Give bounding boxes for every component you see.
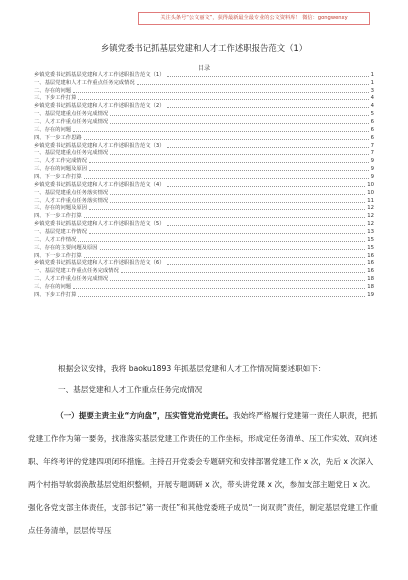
body-paragraph: [28, 404, 380, 542]
toc-entry[interactable]: [34, 118, 374, 126]
toc-entry[interactable]: [34, 134, 374, 142]
toc-leader-dots: [78, 99, 368, 100]
toc-entry[interactable]: [34, 71, 374, 79]
toc-entry[interactable]: [34, 260, 374, 268]
toc-entry[interactable]: [34, 220, 374, 228]
toc-entry-page: 15: [367, 236, 374, 243]
toc-leader-dots: [100, 249, 366, 250]
toc-leader-dots: [110, 280, 365, 281]
toc-entry-title: 三、存在的问题: [34, 284, 72, 291]
toc-entry[interactable]: [34, 236, 374, 244]
toc-entry-page: 6: [370, 126, 374, 133]
toc-entry[interactable]: [34, 150, 374, 158]
toc-entry-title: 四、下一步工作打算: [34, 213, 82, 220]
toc-entry-page: 9: [370, 158, 374, 165]
toc-entry-page: 4: [370, 95, 374, 102]
toc-leader-dots: [84, 257, 366, 258]
toc-leader-dots: [110, 194, 365, 195]
toc-entry-page: 18: [367, 276, 374, 283]
toc-heading: 目录: [197, 65, 211, 72]
toc-entry-title: 四、下步工作打算: [34, 291, 77, 298]
toc-entry-title: 一、基层党建重点任务落实情况: [34, 189, 109, 196]
toc-entry-title: 四、下一步工作打算: [34, 174, 82, 181]
toc-leader-dots: [73, 92, 369, 93]
toc-entry[interactable]: [34, 228, 374, 236]
toc-entry-title: 一、基层党建重点任务完成情况: [34, 150, 109, 157]
toc-entry[interactable]: [34, 189, 374, 197]
toc-entry-title: 一、基层党建工作重点任务完成情况: [34, 268, 119, 275]
toc-entry-title: 二、人才工作重点任务落实情况: [34, 197, 109, 204]
toc-entry-title: 乡镇党委书记抓基层党建和人才工作述职报告范文（5）: [34, 221, 165, 228]
toc-entry[interactable]: [34, 102, 374, 110]
toc-entry-title: 二、存在的问题: [34, 87, 72, 94]
toc-entry[interactable]: [34, 252, 374, 260]
toc-entry-title: 乡镇党委书记抓基层党建和人才工作述职报告范文（4）: [34, 181, 165, 188]
toc-leader-dots: [167, 264, 366, 265]
toc-entry-title: 二、人才工作情况: [34, 236, 77, 243]
section-heading: 一、基层党建和人才工作重点任务完成情况: [58, 385, 203, 394]
toc-entry[interactable]: [34, 126, 374, 134]
toc-leader-dots: [167, 76, 369, 77]
toc-entry-title: 乡镇党委书记抓基层党建和人才工作述职报告范文（3）: [34, 142, 165, 149]
toc-entry-page: 10: [367, 181, 374, 188]
toc-leader-dots: [84, 139, 369, 140]
toc-entry-page: 5: [370, 111, 374, 118]
toc-entry-page: 13: [367, 229, 374, 236]
toc-entry-page: 16: [367, 268, 374, 275]
toc-entry-title: 三、存在的问题及原因: [34, 205, 87, 212]
toc-leader-dots: [137, 84, 369, 85]
toc-entry-title: 三、存在的主要问题及原因: [34, 244, 98, 251]
toc-leader-dots: [110, 115, 368, 116]
toc-entry-title: 三、下步工作打算: [34, 95, 77, 102]
toc-entry[interactable]: [34, 79, 374, 87]
toc-entry[interactable]: [34, 157, 374, 165]
toc-entry[interactable]: [34, 197, 374, 205]
toc-entry-title: 三、存在的问题及原因: [34, 166, 87, 173]
toc-entry[interactable]: [34, 212, 374, 220]
toc-entry-page: 7: [370, 142, 374, 149]
toc-leader-dots: [89, 233, 365, 234]
toc-entry[interactable]: [34, 267, 374, 275]
toc-entry-title: 三、存在的问题: [34, 126, 72, 133]
toc-entry[interactable]: [34, 165, 374, 173]
toc-entry[interactable]: [34, 181, 374, 189]
toc-entry-page: 12: [367, 213, 374, 220]
toc-entry[interactable]: [34, 87, 374, 95]
toc-entry-title: 二、人才工作完成情况: [34, 158, 87, 165]
toc-entry-page: 12: [367, 221, 374, 228]
toc-entry-page: 3: [370, 87, 374, 94]
toc-leader-dots: [84, 178, 369, 179]
toc-entry-title: 一、基层党建工作情况: [34, 229, 87, 236]
toc-leader-dots: [167, 225, 366, 226]
toc-leader-dots: [89, 162, 369, 163]
toc-entry-title: 四、下一步工作打算: [34, 252, 82, 259]
toc-entry[interactable]: [34, 142, 374, 150]
promo-banner: 关注头条号“公文丽文”，获得最新最全最专业的公文资料库！ 微信：gongwenxy: [138, 12, 370, 25]
toc-entry-page: 6: [370, 134, 374, 141]
toc-entry-title: 乡镇党委书记抓基层党建和人才工作述职报告范文（6）: [34, 260, 165, 267]
toc-leader-dots: [73, 131, 369, 132]
toc-entry-title: 二、人才工作重点任务完成情况: [34, 119, 109, 126]
toc-entry-page: 12: [367, 205, 374, 212]
toc-leader-dots: [73, 288, 365, 289]
toc-entry-page: 7: [370, 150, 374, 157]
paragraph-lead: （一）提要主责主业“方向盘”，压实管党治党责任。: [56, 411, 234, 420]
toc-entry-title: 一、基层党建重点任务完成情况: [34, 111, 109, 118]
toc-entry-page: 19: [367, 291, 374, 298]
toc-entry-title: 乡镇党委书记抓基层党建和人才工作述职报告范文（2）: [34, 103, 165, 110]
toc-leader-dots: [121, 272, 365, 273]
toc-entry-page: 15: [367, 244, 374, 251]
toc-entry[interactable]: [34, 244, 374, 252]
toc-entry-page: 10: [367, 189, 374, 196]
toc-entry[interactable]: [34, 283, 374, 291]
toc-leader-dots: [167, 186, 366, 187]
toc-entry[interactable]: [34, 110, 374, 118]
toc-entry[interactable]: [34, 291, 374, 299]
toc-leader-dots: [110, 123, 368, 124]
toc-entry-title: 一、基层党建和人才工作重点任务完成情况: [34, 79, 135, 86]
intro-paragraph: 根据会议安排，我将 baoku1893 年抓基层党建和人才工作情况简要述职如下：: [58, 364, 326, 373]
toc-entry[interactable]: [34, 173, 374, 181]
toc-entry-page: 9: [370, 174, 374, 181]
toc-entry-title: 乡镇党委书记抓基层党建和人才工作述职报告范文（1）: [34, 71, 165, 78]
toc-entry-page: 18: [367, 284, 374, 291]
toc-entry-page: 1: [370, 71, 374, 78]
toc-leader-dots: [78, 296, 365, 297]
toc-entry-page: 6: [370, 119, 374, 126]
toc-leader-dots: [84, 217, 366, 218]
toc-entry[interactable]: [34, 275, 374, 283]
toc-leader-dots: [89, 170, 369, 171]
toc-leader-dots: [78, 241, 365, 242]
toc-entry-page: 11: [367, 197, 374, 204]
toc-entry[interactable]: [34, 95, 374, 103]
toc-entry[interactable]: [34, 205, 374, 213]
toc-entry-page: 4: [370, 103, 374, 110]
toc-entry-page: 16: [367, 260, 374, 267]
toc-entry-page: 16: [367, 252, 374, 259]
table-of-contents: [34, 71, 374, 299]
toc-entry-title: 四、下一步工作思路: [34, 134, 82, 141]
toc-leader-dots: [110, 154, 368, 155]
toc-entry-page: 1: [370, 79, 374, 86]
toc-leader-dots: [167, 107, 369, 108]
document-title: 乡镇党委书记抓基层党建和人才工作述职报告范文（1）: [100, 43, 308, 53]
toc-leader-dots: [89, 209, 365, 210]
toc-leader-dots: [110, 202, 365, 203]
toc-leader-dots: [167, 147, 369, 148]
paragraph-body: 我始终严格履行党建第一责任人职责，把抓党建工作作为第一要务，找准落实基层党建工作责任的工作坐标，形成定任务清单、压工作实效、双向述职、年终考评的党建四项闭环措施。主持召开党委会专题研究和安排部署党建工作 x 次，先后 x 次深入两个村指导软弱涣散基层党组织整顿，开展专题调研 x 次，带头讲党课 x 次，参加支部主题党日 x 次。强化各党支部主体责任，支部书记“第一责任”和其他党委班子成员“一岗双责”责任，制定基层党建工作重点任务清单，层层传导压: [28, 411, 378, 535]
toc-entry-page: 9: [370, 166, 374, 173]
toc-entry-title: 二、人才工作重点任务完成情况: [34, 276, 109, 283]
